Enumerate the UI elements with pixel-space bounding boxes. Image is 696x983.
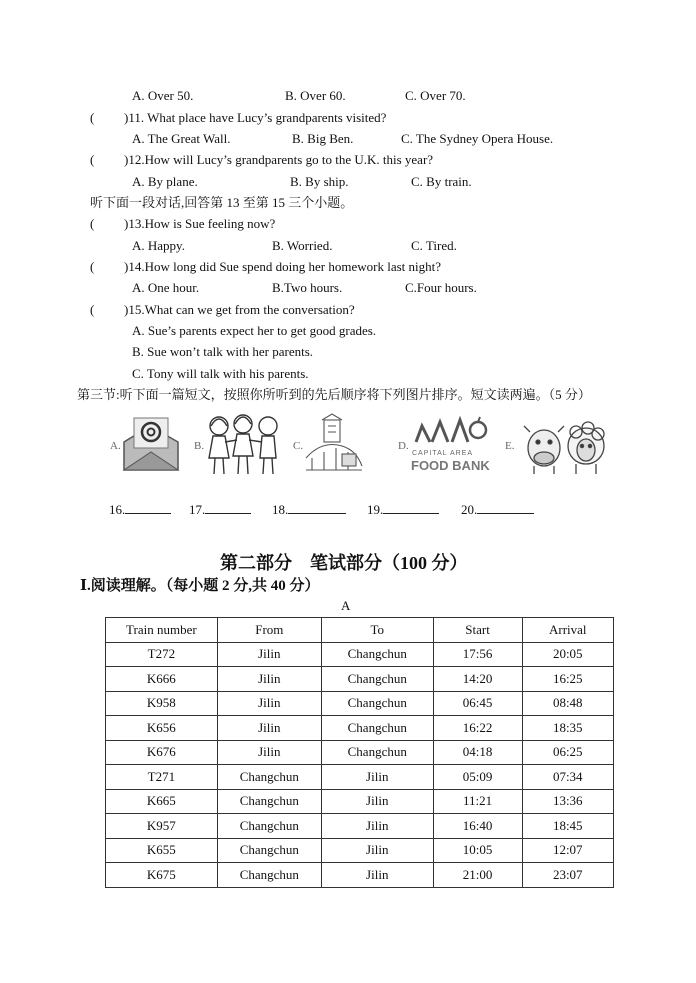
- table-row: [106, 863, 614, 888]
- table-cell: 11:21: [433, 789, 522, 814]
- table-cell: Jilin: [321, 863, 433, 888]
- question-stem: )14.How long did Sue spend doing her homework last night?: [124, 259, 442, 274]
- q13-option-a: A. Happy.: [132, 238, 185, 253]
- table-cell: K957: [106, 814, 218, 839]
- blank-underline: [125, 500, 171, 514]
- answer-blank-16[interactable]: 16.: [109, 500, 171, 518]
- table-cell: Jilin: [217, 740, 321, 765]
- table-cell: Changchun: [217, 863, 321, 888]
- question-14: [90, 259, 441, 275]
- table-cell: 14:20: [433, 667, 522, 692]
- q11-option-a: A. The Great Wall.: [132, 131, 231, 146]
- answer-paren: (: [90, 259, 95, 274]
- answer-blank-17[interactable]: 17.: [189, 500, 251, 518]
- table-cell: 05:09: [433, 765, 522, 790]
- q10-option-b: B. Over 60.: [285, 88, 346, 103]
- picture-label-d: D.: [398, 440, 409, 452]
- table-row: [106, 716, 614, 741]
- table-cell: Changchun: [321, 716, 433, 741]
- answer-blank-18[interactable]: 18.: [272, 500, 346, 518]
- table-cell: Jilin: [217, 716, 321, 741]
- food-bank-logo-line2: FOOD BANK: [411, 458, 490, 473]
- table-cell: 16:22: [433, 716, 522, 741]
- table-cell: 07:34: [522, 765, 613, 790]
- table-cell: Jilin: [321, 838, 433, 863]
- table-cell: Jilin: [217, 642, 321, 667]
- table-cell: Jilin: [321, 789, 433, 814]
- children-holding-hands-icon: [202, 412, 284, 478]
- table-cell: 18:35: [522, 716, 613, 741]
- column-header: To: [321, 618, 433, 643]
- section3-instruction: 第三节:听下面一篇短文，按照你所听到的先后顺序将下列图片排序。短文读两遍。（5 分）: [77, 387, 591, 402]
- table-cell: K958: [106, 691, 218, 716]
- table-cell: K656: [106, 716, 218, 741]
- table-header-row: [106, 618, 614, 643]
- q11-option-c: C. The Sydney Opera House.: [401, 131, 554, 146]
- blank-underline: [288, 500, 346, 514]
- table-cell: K666: [106, 667, 218, 692]
- table-cell: T271: [106, 765, 218, 790]
- table-cell: 16:25: [522, 667, 613, 692]
- q15-option-a: A. Sue’s parents expect her to get good grades.: [132, 323, 377, 338]
- question-stem: )12.How will Lucy’s grandparents go to the U.K. this year?: [124, 152, 434, 167]
- q12-option-a: A. By plane.: [132, 174, 198, 189]
- q11-option-b: B. Big Ben.: [292, 131, 354, 146]
- q14-option-b: B.Two hours.: [272, 280, 343, 295]
- table-cell: Changchun: [217, 838, 321, 863]
- blank-underline: [477, 500, 534, 514]
- answer-paren: (: [90, 110, 95, 125]
- table-cell: 20:05: [522, 642, 613, 667]
- blank-underline: [205, 500, 251, 514]
- table-cell: Jilin: [321, 765, 433, 790]
- table-cell: Jilin: [217, 691, 321, 716]
- food-bank-logo: [408, 412, 492, 478]
- table-cell: Changchun: [217, 765, 321, 790]
- q13-option-c: C. Tired.: [411, 238, 457, 253]
- table-cell: K675: [106, 863, 218, 888]
- table-cell: K655: [106, 838, 218, 863]
- table-cell: K676: [106, 740, 218, 765]
- column-header: From: [217, 618, 321, 643]
- table-row: [106, 691, 614, 716]
- table-cell: Changchun: [321, 691, 433, 716]
- question-11: [90, 110, 386, 126]
- column-header: Train number: [106, 618, 218, 643]
- table-cell: Changchun: [321, 667, 433, 692]
- table-cell: Jilin: [217, 667, 321, 692]
- answer-paren: (: [90, 152, 95, 167]
- table-cell: 17:56: [433, 642, 522, 667]
- picture-row: [0, 412, 696, 482]
- table-cell: 23:07: [522, 863, 613, 888]
- q12-option-b: B. By ship.: [290, 174, 349, 189]
- table-row: [106, 667, 614, 692]
- q10-option-c: C. Over 70.: [405, 88, 466, 103]
- table-row: [106, 642, 614, 667]
- table-cell: Changchun: [321, 740, 433, 765]
- building-sketch-icon: [302, 412, 366, 478]
- train-schedule-table: [105, 617, 614, 888]
- answer-blank-19[interactable]: 19.: [367, 500, 439, 518]
- food-bank-logo-line1: CAPITAL AREA: [412, 450, 474, 457]
- table-cell: 04:18: [433, 740, 522, 765]
- table-cell: 10:05: [433, 838, 522, 863]
- question-stem: )13.How is Sue feeling now?: [124, 216, 276, 231]
- table-cell: 21:00: [433, 863, 522, 888]
- table-cell: 18:45: [522, 814, 613, 839]
- q10-option-a: A. Over 50.: [132, 88, 194, 103]
- passage-label: A: [341, 598, 351, 613]
- picture-label-e: E.: [505, 440, 515, 452]
- table-cell: 13:36: [522, 789, 613, 814]
- table-row: [106, 765, 614, 790]
- q13-option-b: B. Worried.: [272, 238, 333, 253]
- table-row: [106, 740, 614, 765]
- dialog-instruction: 听下面一段对话,回答第 13 至第 15 三个小题。: [90, 195, 354, 210]
- table-cell: Changchun: [217, 814, 321, 839]
- q14-option-c: C.Four hours.: [405, 280, 477, 295]
- question-12: [90, 152, 433, 168]
- email-envelope-icon: [120, 412, 182, 478]
- table-cell: Jilin: [321, 814, 433, 839]
- table-cell: Changchun: [217, 789, 321, 814]
- question-15: [90, 302, 355, 318]
- blank-underline: [383, 500, 439, 514]
- answer-blank-20[interactable]: 20.: [461, 500, 534, 518]
- table-row: [106, 789, 614, 814]
- answer-paren: (: [90, 302, 95, 317]
- picture-label-a: A.: [110, 440, 121, 452]
- question-13: [90, 216, 275, 232]
- question-stem: )15.What can we get from the conversation?: [124, 302, 355, 317]
- table-row: [106, 814, 614, 839]
- table-cell: 08:48: [522, 691, 613, 716]
- picture-label-b: B.: [194, 440, 205, 452]
- q15-option-c: C. Tony will talk with his parents.: [132, 366, 309, 381]
- column-header: Start: [433, 618, 522, 643]
- part2-title: 第二部分 笔试部分（100 分）: [220, 553, 468, 573]
- table-cell: Changchun: [321, 642, 433, 667]
- table-cell: 16:40: [433, 814, 522, 839]
- reading-section-title: Ⅰ.阅读理解。（每小题 2 分,共 40 分）: [80, 578, 320, 594]
- q14-option-a: A. One hour.: [132, 280, 200, 295]
- table-cell: T272: [106, 642, 218, 667]
- cow-and-sheep-icon: [522, 412, 614, 478]
- table-cell: 06:25: [522, 740, 613, 765]
- q15-option-b: B. Sue won’t talk with her parents.: [132, 344, 314, 359]
- table-cell: 12:07: [522, 838, 613, 863]
- table-cell: K665: [106, 789, 218, 814]
- q12-option-c: C. By train.: [411, 174, 472, 189]
- picture-label-c: C.: [293, 440, 304, 452]
- table-row: [106, 838, 614, 863]
- question-stem: )11. What place have Lucy’s grandparents visited?: [124, 110, 387, 125]
- answer-paren: (: [90, 216, 95, 231]
- column-header: Arrival: [522, 618, 613, 643]
- table-cell: 06:45: [433, 691, 522, 716]
